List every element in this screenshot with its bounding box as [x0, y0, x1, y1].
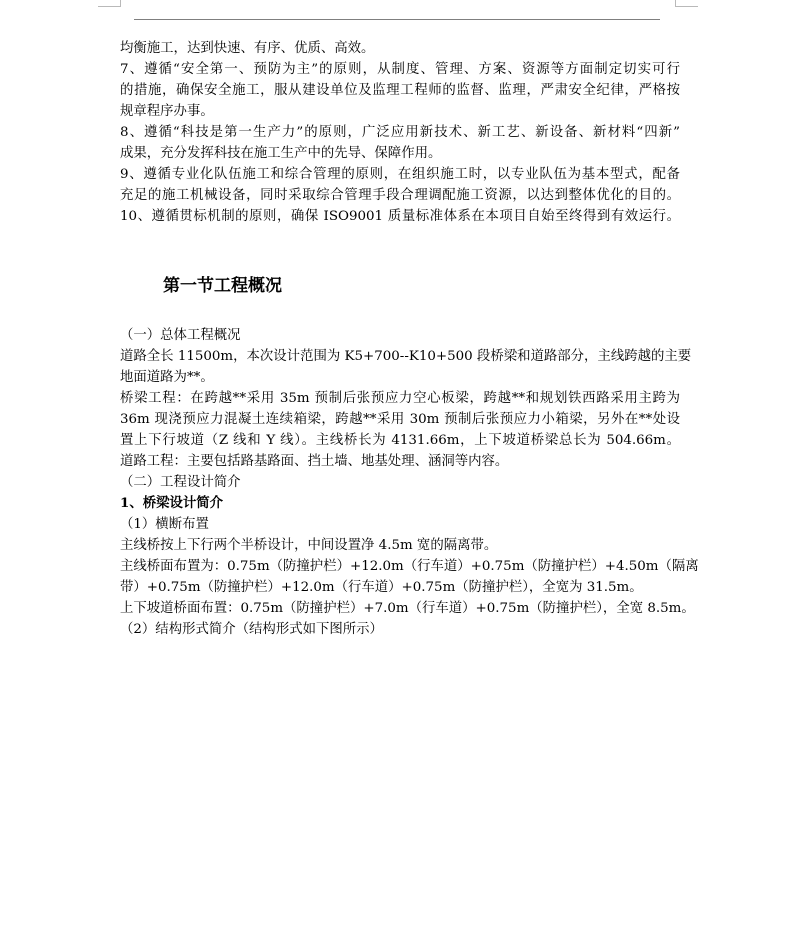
text-line: 地面道路为**。 — [120, 370, 214, 385]
intro-paragraphs — [120, 38, 680, 227]
section-heading: 第一节工程概况 — [163, 276, 282, 296]
text-line: 上下坡道桥面布置：0.75m（防撞护栏）+7.0m（行车道）+0.75m（防撞护栏），全宽 8.5m。 — [120, 601, 695, 616]
text-line: 7、遵循“安全第一、预防为主”的原则，从制度、管理、方案、资源等方面制定切实可行 — [120, 62, 680, 77]
text-line: 充足的施工机械设备，同时采取综合管理手段合理调配施工资源，以达到整体优化的目的。 — [120, 188, 680, 203]
text-line: 9、遵循专业化队伍施工和综合管理的原则，在组织施工时，以专业队伍为基本型式，配备 — [120, 167, 680, 182]
subheading-overall: （一）总体工程概况 — [120, 328, 241, 343]
text-line: 10、遵循贯标机制的原则，确保 ISO9001 质量标准体系在本项目自始至终得到有效运行。 — [120, 209, 680, 224]
text-line: 规章程序办事。 — [120, 104, 214, 119]
header-rule — [134, 19, 660, 20]
subheading-bridge-design: 1、桥梁设计简介 — [120, 495, 224, 511]
subheading-cross-section: （1）横断布置 — [120, 517, 209, 532]
text-line: 主线桥按上下行两个半桥设计，中间设置净 4.5m 宽的隔离带。 — [120, 538, 498, 553]
text-line: 道路全长 11500m，本次设计范围为 K5+700--K10+500 段桥梁和道路部分，主线跨越的主要 — [120, 349, 692, 364]
text-line: 均衡施工，达到快速、有序、优质、高效。 — [120, 41, 375, 56]
text-line: 8、遵循“科技是第一生产力”的原则，广泛应用新技术、新工艺、新设备、新材料“四新” — [120, 125, 680, 140]
text-line: 置上下行坡道（Z 线和 Y 线）。主线桥长为 4131.66m，上下坡道桥梁总长为 504.66m。 — [120, 433, 680, 448]
text-line: 成果，充分发挥科技在施工生产中的先导、保障作用。 — [120, 146, 442, 161]
subheading-structure: （2）结构形式简介（结构形式如下图所示） — [120, 622, 383, 637]
text-line: 道路工程：主要包括路基路面、挡土墙、地基处理、涵洞等内容。 — [120, 454, 509, 469]
overview-paragraphs — [120, 325, 699, 640]
text-line: 主线桥面布置为：0.75m（防撞护栏）+12.0m（行车道）+0.75m（防撞护栏）+4.50m（隔离 — [120, 559, 699, 574]
text-line: 的措施，确保安全施工，服从建设单位及监理工程师的监督、监理，严肃安全纪律，严格按 — [120, 83, 680, 98]
text-line: 36m 现浇预应力混凝土连续箱梁，跨越**采用 30m 预制后张预应力小箱梁，另外在**处设 — [120, 412, 680, 427]
text-line: 桥梁工程：在跨越**采用 35m 预制后张预应力空心板梁，跨越**和规划铁西路采用主跨为 — [120, 391, 680, 406]
crop-mark-right-horizontal — [675, 6, 698, 7]
crop-mark-left-horizontal — [98, 6, 121, 7]
text-line: 带）+0.75m（防撞护栏）+12.0m（行车道）+0.75m（防撞护栏），全宽为 31.5m。 — [120, 580, 643, 595]
subheading-design: （二）工程设计简介 — [120, 475, 241, 490]
